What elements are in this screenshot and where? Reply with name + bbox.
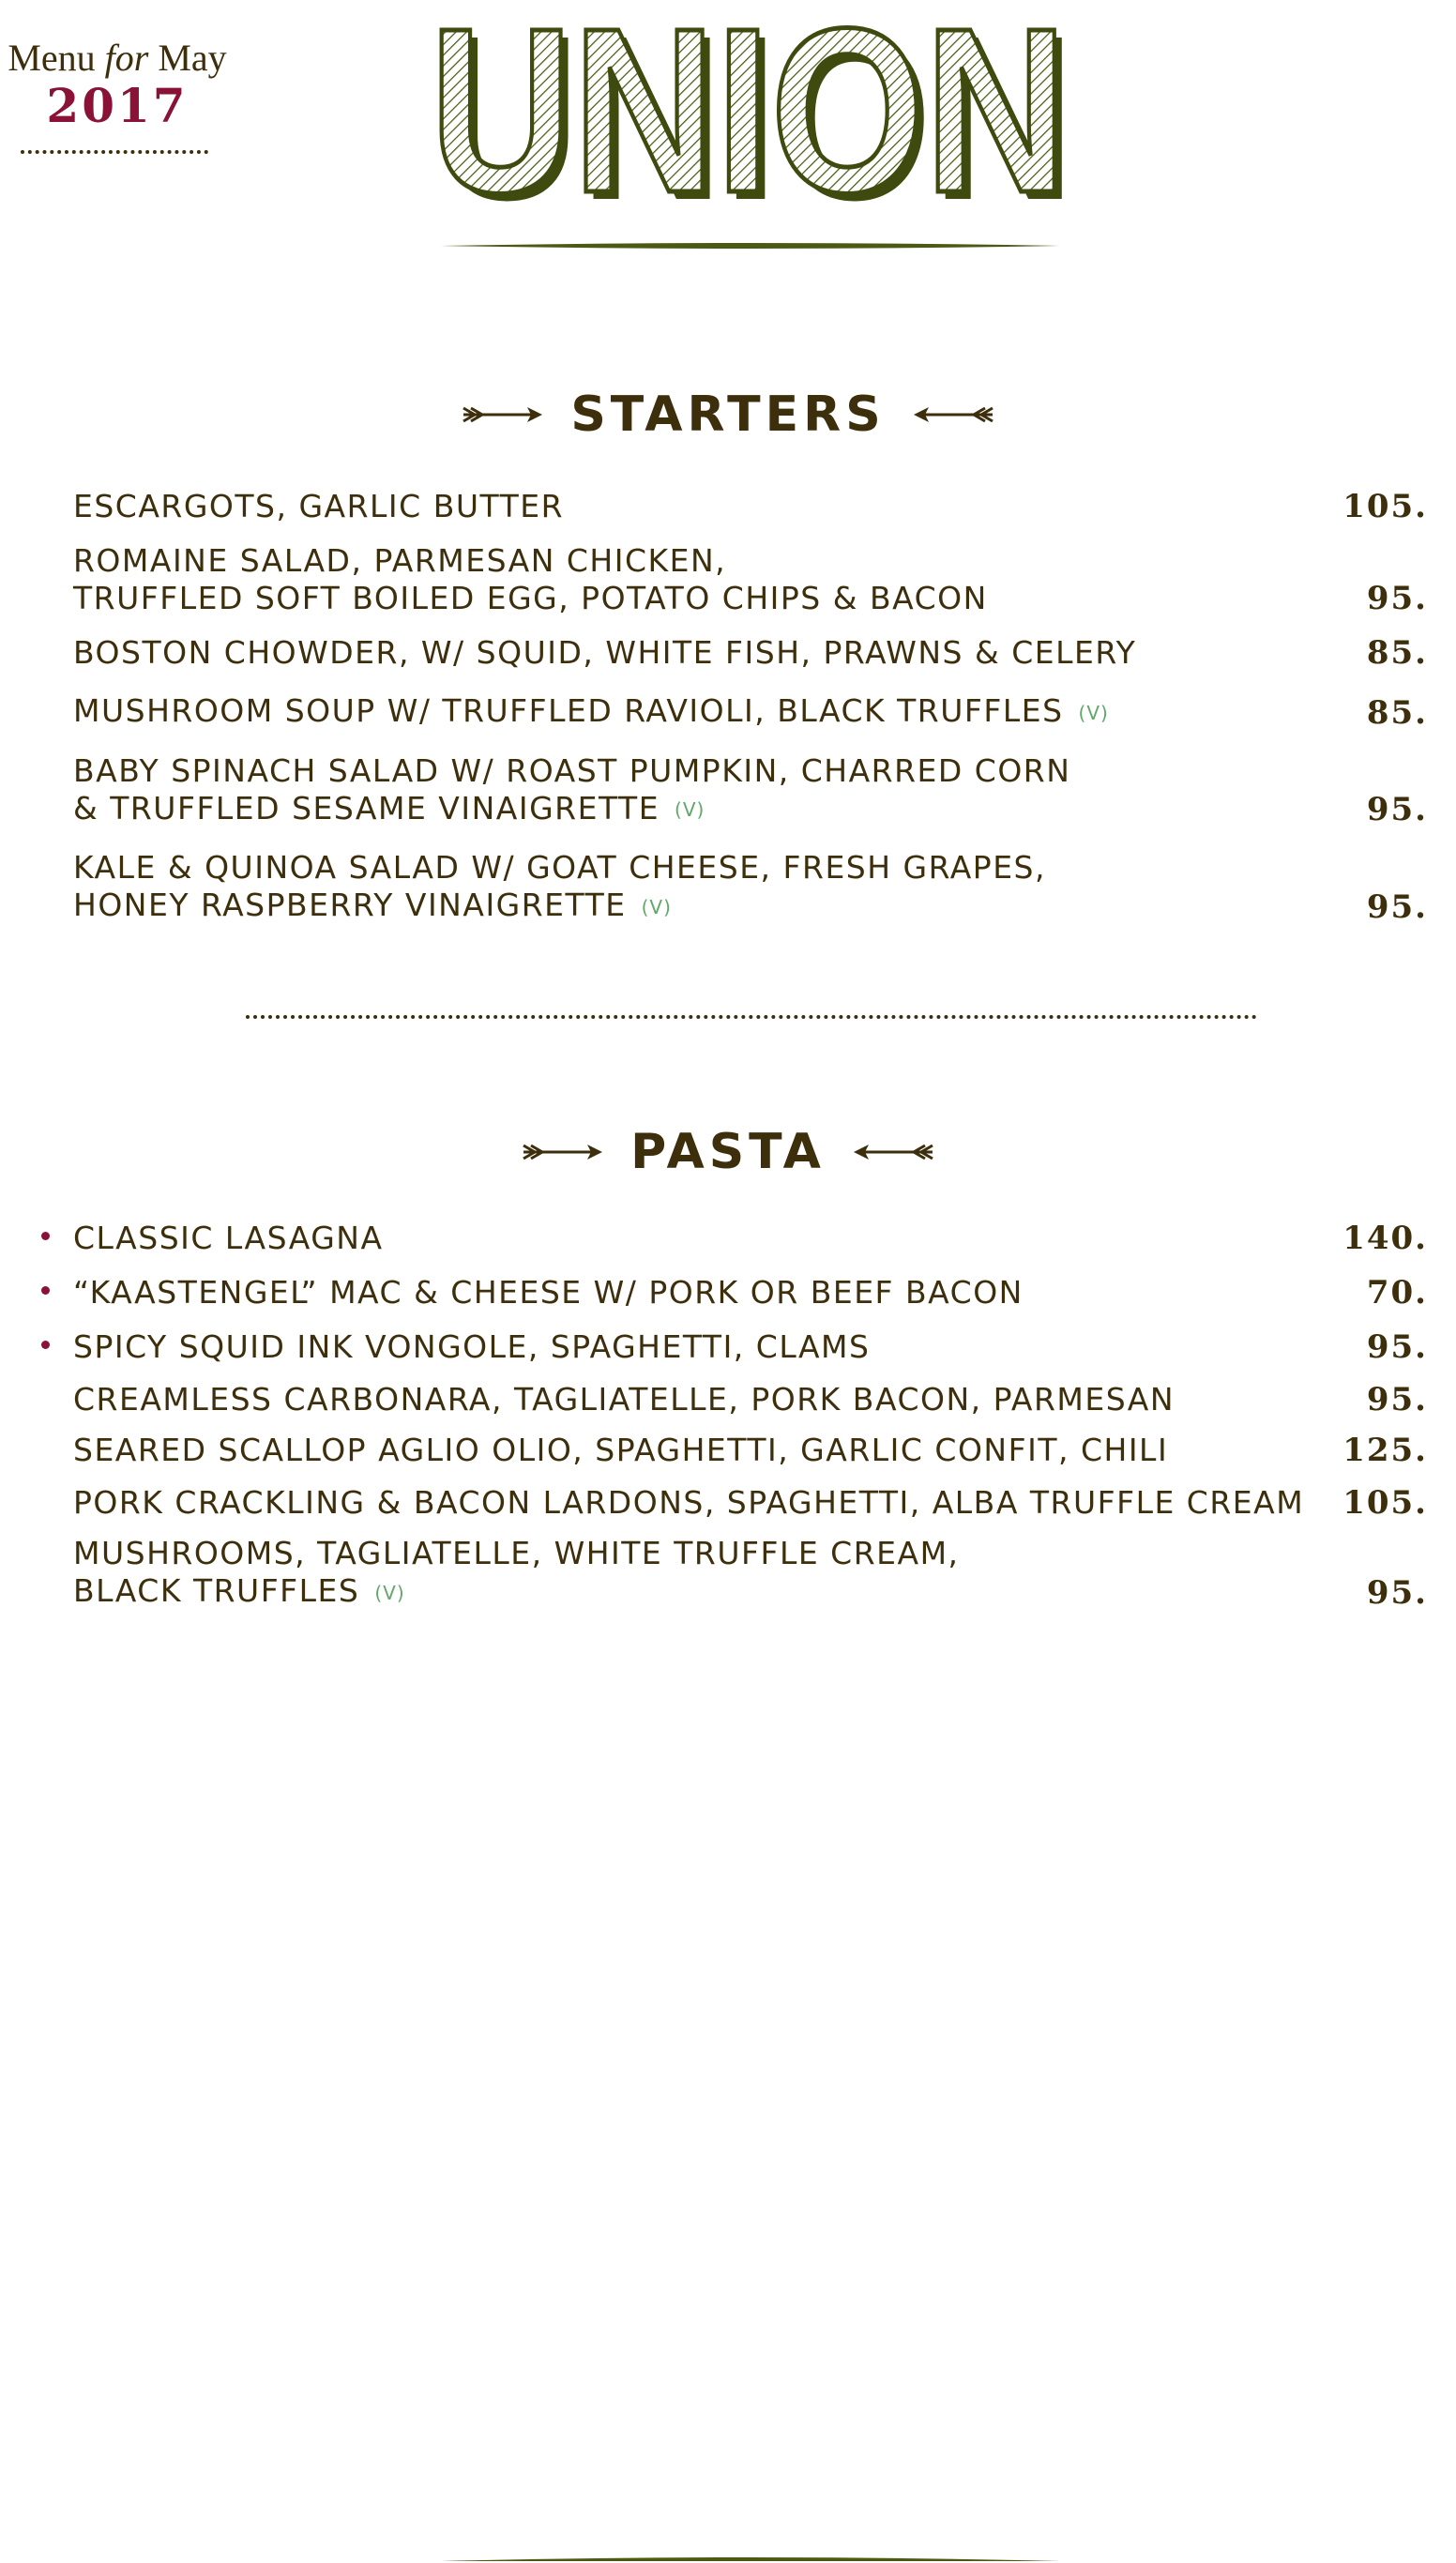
menu-item xyxy=(0,849,1456,926)
arrow-right-icon xyxy=(522,1140,602,1164)
menu-item-name: CLASSIC LASAGNA xyxy=(73,1220,384,1256)
menu-item-price: 70. xyxy=(1366,1274,1428,1312)
section-divider xyxy=(246,1015,1257,1019)
menu-item xyxy=(0,1220,1456,1257)
menu-for-month: May xyxy=(158,37,227,79)
arrow-right-icon xyxy=(462,402,542,427)
pasta-title: PASTA xyxy=(630,1124,826,1180)
menu-item xyxy=(0,634,1456,672)
pasta-heading xyxy=(0,1124,1456,1180)
menu-item-price: 85. xyxy=(1366,693,1428,732)
menu-item-price: 95. xyxy=(1366,887,1428,926)
menu-item-price: 95. xyxy=(1366,1328,1428,1366)
logo-underline xyxy=(441,242,1060,250)
menu-item-price: 105. xyxy=(1342,1484,1428,1522)
menu-item-price: 95. xyxy=(1366,791,1428,828)
bullet-dot-icon xyxy=(41,1232,50,1240)
svg-text:UNION: UNION xyxy=(437,0,1075,206)
menu-for-prefix: Menu xyxy=(8,37,96,79)
bottom-rule xyxy=(441,2554,1060,2561)
menu-date-block xyxy=(0,38,235,133)
svg-text:UNION: UNION xyxy=(430,0,1068,206)
menu-item xyxy=(0,1432,1456,1469)
vegetarian-badge: (V) xyxy=(675,798,705,821)
menu-item-price: 85. xyxy=(1366,634,1428,672)
menu-item-name: ESCARGOTS, GARLIC BUTTER xyxy=(73,488,565,524)
menu-item-name: BABY SPINACH SALAD W/ ROAST PUMPKIN, CHARRED CORN & TRUFFLED SESAME VINAIGRETTE (V) xyxy=(73,751,1071,827)
vegetarian-badge: (V) xyxy=(1078,701,1109,724)
starters-heading xyxy=(0,387,1456,443)
menu-item xyxy=(0,1328,1456,1366)
menu-item-name: SEARED SCALLOP AGLIO OLIO, SPAGHETTI, GARLIC CONFIT, CHILI xyxy=(73,1432,1169,1468)
menu-item-name: CREAMLESS CARBONARA, TAGLIATELLE, PORK BACON, PARMESAN xyxy=(73,1381,1175,1418)
menu-item xyxy=(0,1484,1456,1522)
pasta-list xyxy=(0,1220,1456,1612)
vegetarian-badge: (V) xyxy=(374,1581,405,1604)
menu-item xyxy=(0,1381,1456,1418)
menu-item-name: BOSTON CHOWDER, W/ SQUID, WHITE FISH, PRAWNS & CELERY xyxy=(73,634,1137,671)
menu-item xyxy=(0,752,1456,829)
starters-list xyxy=(0,488,1456,926)
menu-item xyxy=(0,692,1456,732)
arrow-left-icon xyxy=(854,1140,934,1164)
menu-item-price: 95. xyxy=(1366,580,1428,617)
menu-item-name: “KAASTENGEL” MAC & CHEESE W/ PORK OR BEEF BACON xyxy=(73,1274,1024,1311)
menu-item xyxy=(0,1535,1456,1612)
bullet-dot-icon xyxy=(41,1341,50,1349)
arrow-left-icon xyxy=(914,402,994,427)
union-logo xyxy=(413,0,1088,206)
bullet-dot-icon xyxy=(41,1286,50,1295)
menu-item-name: PORK CRACKLING & BACON LARDONS, SPAGHETTI, ALBA TRUFFLE CREAM xyxy=(73,1484,1305,1521)
menu-item-price: 95. xyxy=(1366,1381,1428,1418)
menu-date-divider xyxy=(21,150,208,154)
vegetarian-badge: (V) xyxy=(641,895,672,918)
menu-item-price: 105. xyxy=(1342,488,1428,525)
menu-item-name: ROMAINE SALAD, PARMESAN CHICKEN, TRUFFLED SOFT BOILED EGG, POTATO CHIPS & BACON xyxy=(73,542,988,616)
menu-item-name: MUSHROOMS, TAGLIATELLE, WHITE TRUFFLE CREAM, BLACK TRUFFLES (V) xyxy=(73,1535,960,1609)
menu-for-word: for xyxy=(104,37,149,79)
menu-item-price: 125. xyxy=(1342,1432,1428,1469)
menu-year: 2017 xyxy=(46,78,189,133)
menu-item-name: SPICY SQUID INK VONGOLE, SPAGHETTI, CLAMS xyxy=(73,1328,871,1365)
menu-item xyxy=(0,1274,1456,1312)
menu-item-name: KALE & QUINOA SALAD W/ GOAT CHEESE, FRESH GRAPES, HONEY RASPBERRY VINAIGRETTE (V) xyxy=(73,849,1046,923)
menu-item xyxy=(0,488,1456,525)
starters-title: STARTERS xyxy=(570,387,886,443)
menu-for-label xyxy=(0,38,235,79)
menu-item-price: 95. xyxy=(1366,1573,1428,1612)
menu-item-name: MUSHROOM SOUP W/ TRUFFLED RAVIOLI, BLACK TRUFFLES (V) xyxy=(73,692,1109,729)
menu-item-price: 140. xyxy=(1342,1220,1428,1257)
menu-item xyxy=(0,542,1456,617)
